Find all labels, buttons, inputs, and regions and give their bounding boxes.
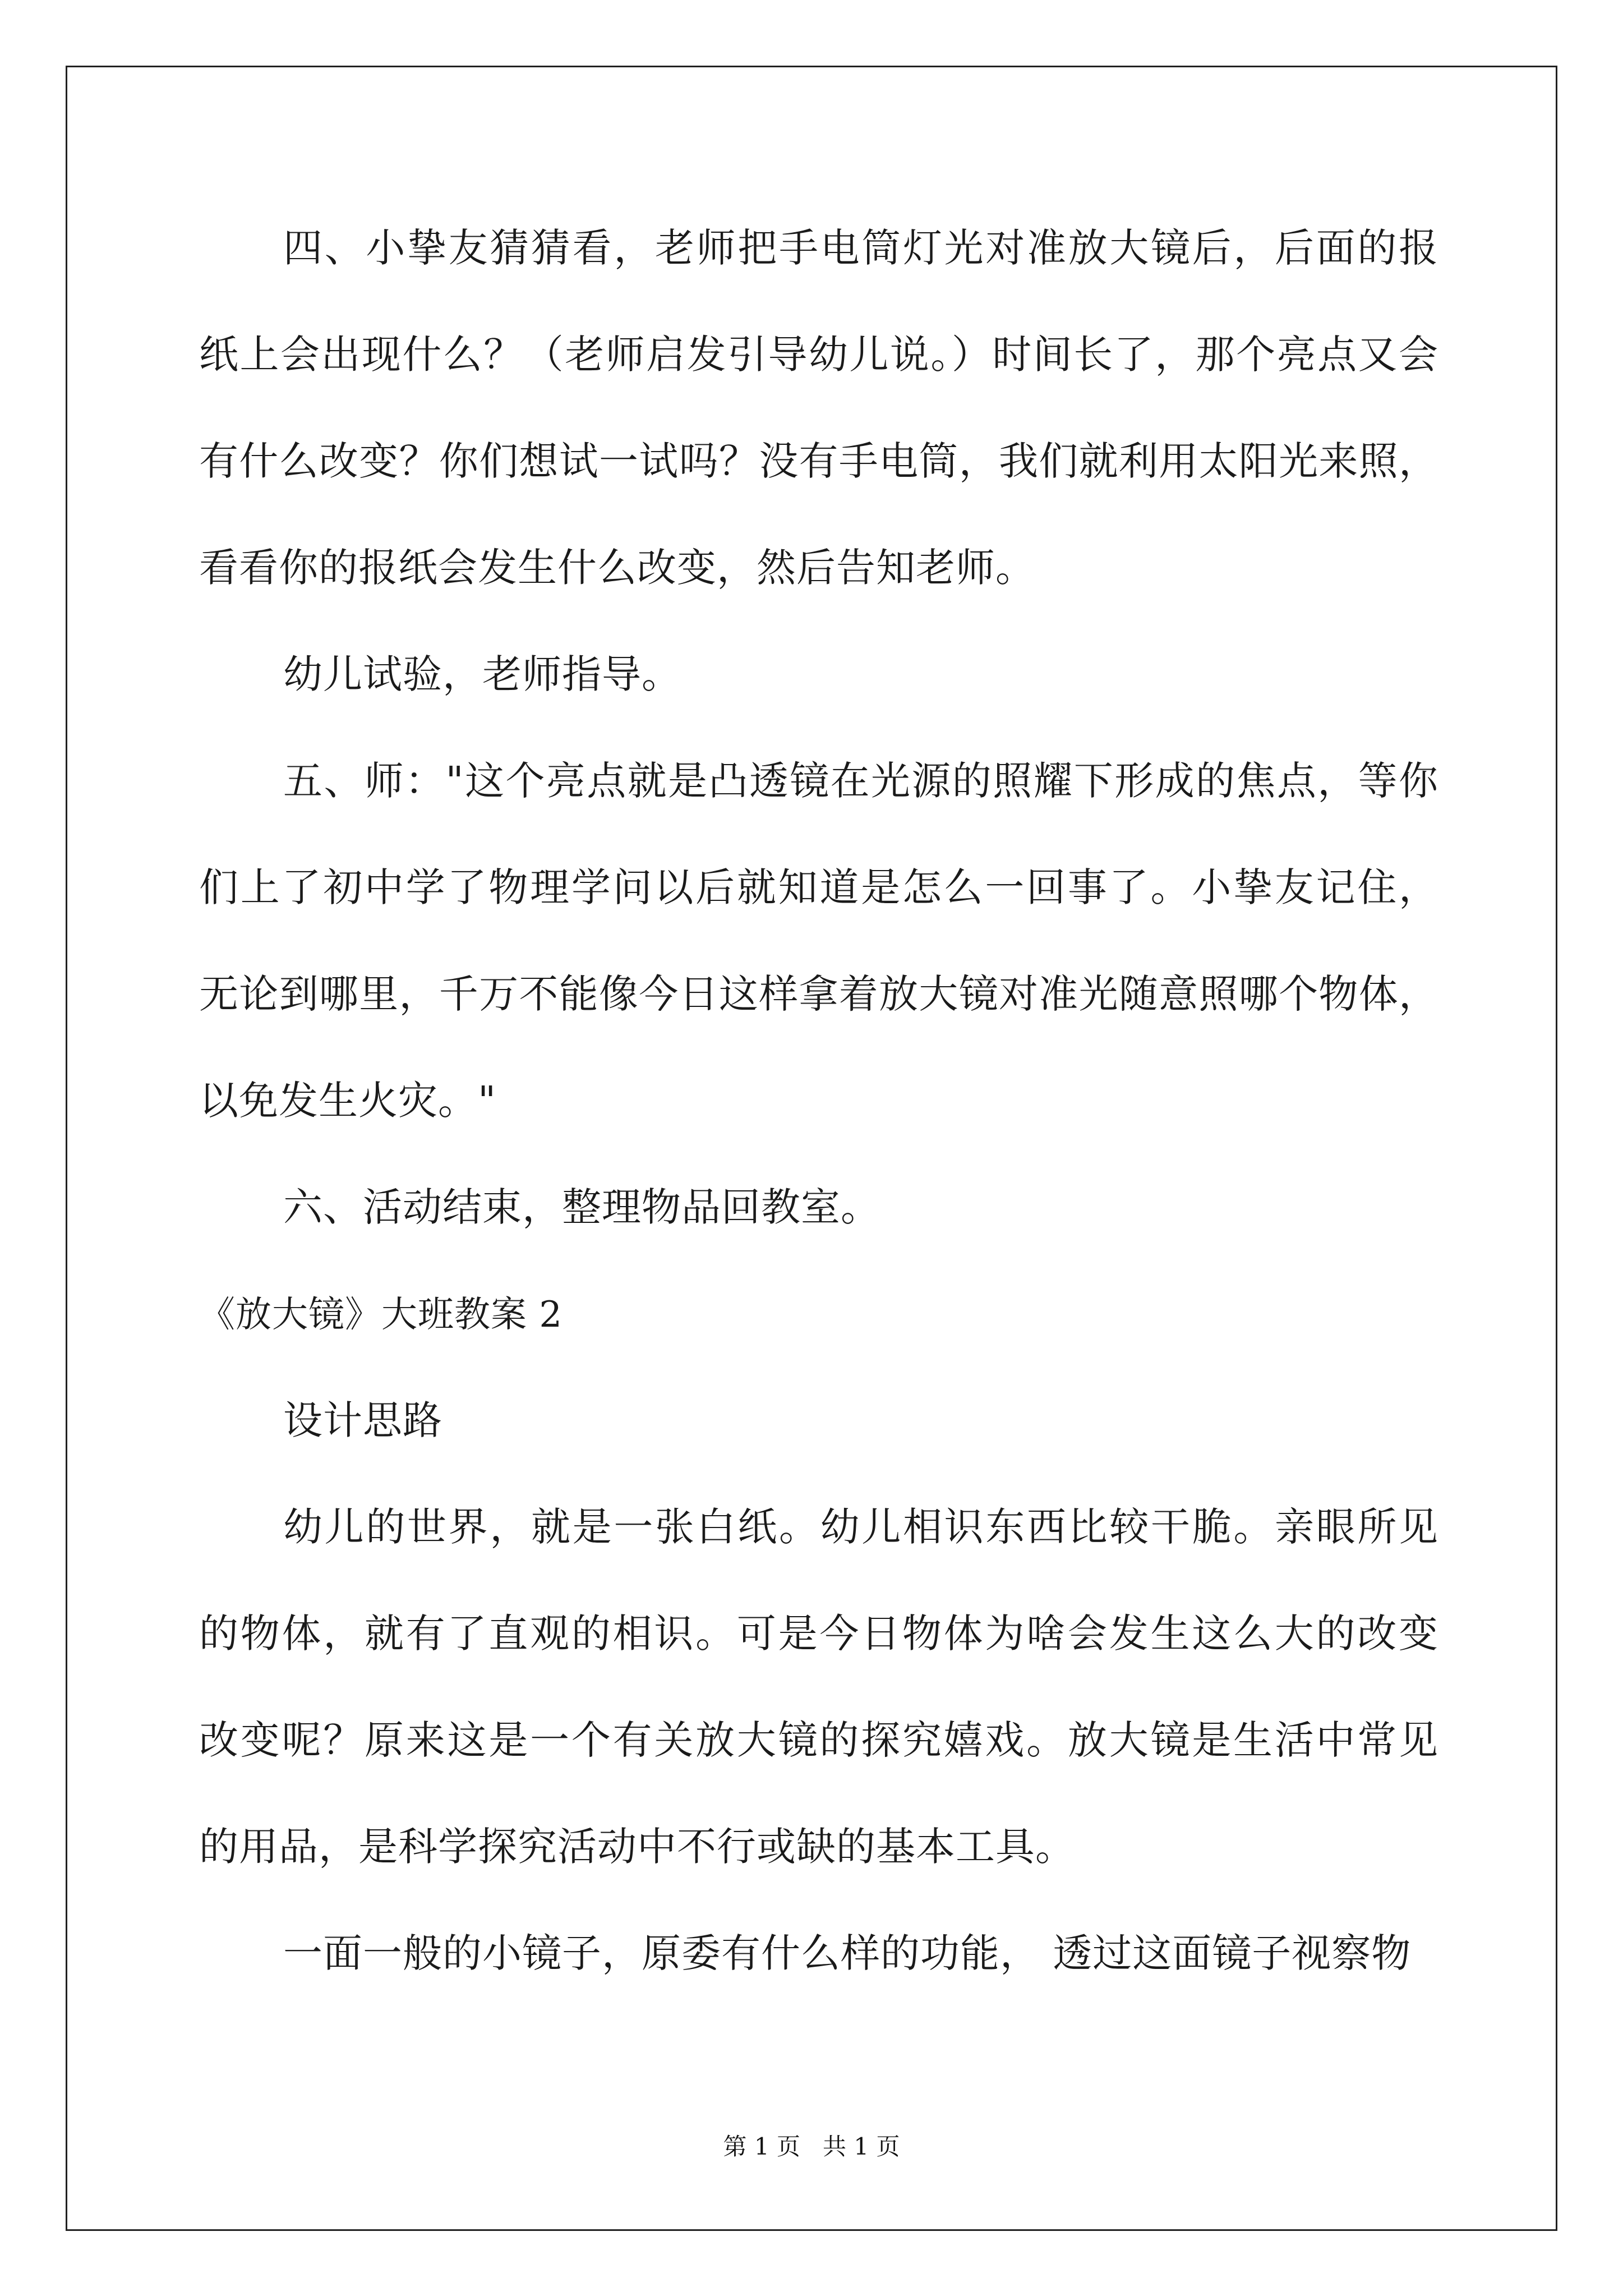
paragraph-line: 看看你的报纸会发生什么改变，然后告知老师。 [199, 545, 1035, 591]
paragraph-line: 六、活动结束，整理物品回教室。 [283, 1184, 880, 1230]
paragraph-line: 的用品，是科学探究活动中不行或缺的基本工具。 [199, 1824, 1075, 1870]
paragraph-line: 改变呢？原来这是一个有关放大镜的探究嬉戏。放大镜是生活中常见 [199, 1717, 1438, 1763]
paragraph-line: 幼儿试验，老师指导。 [283, 651, 681, 697]
paragraph-line: 五、师："这个亮点就是凸透镜在光源的照耀下形成的焦点，等你 [283, 758, 1438, 804]
section-heading: 《放大镜》大班教案 2 [199, 1294, 563, 1336]
paragraph-line: 四、小挚友猜猜看，老师把手电筒灯光对准放大镜后，后面的报 [283, 225, 1438, 271]
paragraph-line: 有什么改变？你们想试一试吗？没有手电筒，我们就利用太阳光来照， [199, 438, 1438, 484]
subheading: 设计思路 [283, 1397, 442, 1443]
paragraph-line: 幼儿的世界，就是一张白纸。幼儿相识东西比较干脆。亲眼所见 [283, 1504, 1438, 1550]
paragraph-line: 无论到哪里，千万不能像今日这样拿着放大镜对准光随意照哪个物体， [199, 971, 1438, 1017]
paragraph-line: 一面一般的小镜子，原委有什么样的功能， 透过这面镜子视察物 [283, 1930, 1412, 1976]
paragraph-line: 以免发生火灾。" [199, 1078, 497, 1124]
page-footer: 第 1 页 共 1 页 [723, 2133, 900, 2160]
page-border [66, 66, 1557, 2231]
paragraph-line: 纸上会出现什么？（老师启发引导幼儿说。）时间长了，那个亮点又会 [199, 332, 1438, 378]
paragraph-line: 的物体，就有了直观的相识。可是今日物体为啥会发生这么大的改变 [199, 1611, 1438, 1657]
paragraph-line: 们上了初中学了物理学问以后就知道是怎么一回事了。小挚友记住， [199, 864, 1438, 910]
